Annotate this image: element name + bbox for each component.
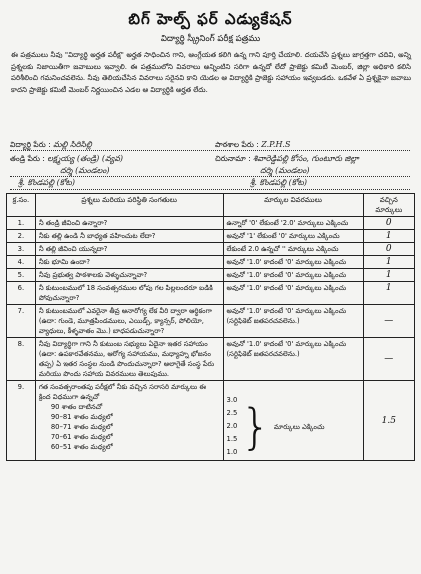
address-row [215, 154, 359, 165]
row-score: 0 [363, 243, 414, 256]
row-question-9 [35, 381, 223, 461]
table-row [7, 230, 415, 243]
row-question: నీకు తల్లి ఉండి నీ బాధ్యత వహించుట లేదా? [35, 230, 223, 243]
father-name-value: లక్ష్మయ్య (తండ్రి) (వ్యవ) [47, 154, 124, 163]
page-subtitle: విద్యార్థి స్క్రీనింగ్ పరీక్ష పత్రము [160, 34, 261, 44]
row-score: 1 [363, 282, 414, 305]
school-name-label: పాఠశాల పేరు : [215, 140, 259, 149]
row-serial: 5. [7, 269, 36, 282]
row-score: 0 [363, 217, 414, 230]
row-score: — [363, 305, 414, 338]
marks-scale [227, 394, 360, 459]
row-question: నీ కుటుంబములో ఎవరైనా తీవ్ర అనారోగ్య లేక వీరి ద్వారా ఆర్థికంగా (ఉదా: గుండె, మూత్రపిండములు, ఎయిడ్స్, క్యాన్సర్, పోలియో, వ్యాధులు, కీళ్ళవాతం మొ.) బాధపడుచున్నారా? [35, 305, 223, 338]
row-question: నీ తల్లి జీవించి యున్నదా? [35, 243, 223, 256]
table-row [7, 305, 415, 338]
row-question: నీ కుటుంబములో 18 సంవత్సరముల లోపు గల పిల్లలందరూ బడికి పోవుచున్నారా? [35, 282, 223, 305]
range-item: 90–81 శాతం మధ్యలో [50, 413, 113, 421]
table-row [7, 243, 415, 256]
row-score: 1 [363, 269, 414, 282]
scale-values [227, 394, 238, 459]
father-name-row [10, 154, 123, 165]
intro-paragraph: ఈ పత్రములు నీవు "విద్యార్థి అర్హత పరీక్ష" అర్హత సాధించిన గాని, ఆంగ్లేయత కలిగి ఉన్న గాని పూర్తి చేయాలి. దయచేసి ప్రశ్నలు జాగ్రత్తగా చదివి, అన్ని ప్రశ్నలకు నిజాయితీగా జవాబులు ఇవ్వాలి. ఈ పత్రములోని వివరాలు అన్నింటిని సరిగా ఉన్నదో లేదో ప్రాజెక్టు కమిటీ మెంబర్, జిల్లా అధికారి కలిసి పరిశీలించి గమనించవలెను. నీవు తెలియచేసిన వివరాలు సరైనవి కాని యెడల ఆ విద్యార్థికి ప్రాజెక్టు సహాయం ఇవ్వబడదు. ఒకవేళ ఏ ప్రశ్నకైనా జవాబు కాదని ప్రాజెక్టు కమిటీ మెంబర్ నిర్ణయించిన ఎడల ఆ విద్యార్థికి అర్హత లేదు. [11, 51, 411, 94]
form-rule [10, 189, 410, 190]
row-question: నీవు విద్యార్థిగా గాని నీ కుటుంబ సభ్యులు ఏదైనా ఇతర సహాయం (ఉదా: ఉపకారవేతనము, ఆరోగ్య సహాయము, మధ్యాహ్న భోజనం తప్ప) ఏ ఇతర సంస్థల నుండి పొందుచున్నారా? అలాగైతే సంస్థ పేరు మరియు పొందు సహాయ వివరములు తెలుపుము. [35, 338, 223, 381]
father-name-label: తండ్రి పేరు : [10, 154, 45, 163]
table-row [7, 269, 415, 282]
row-marks: లేకుంటే 2.0 ఉన్నచో '' మార్కులు ఎక్కించు [223, 243, 363, 256]
school-name-value: Z.P.H.S [261, 140, 291, 149]
table-row [7, 256, 415, 269]
page-title: బిగ్ హెల్ప్ ఫర్ ఎడ్యుకేషన్ [128, 10, 293, 28]
range-item: 70–61 శాతం మధ్యలో [50, 433, 113, 441]
form-rule [10, 150, 410, 151]
line2-right: దర్శి (మండలం) [260, 166, 310, 175]
row-serial: 3. [7, 243, 36, 256]
row-score: 1 [363, 230, 414, 243]
line3-right: శ్రీ. కొండపల్లి (కోట) [250, 178, 307, 187]
row-serial: 9. [7, 381, 36, 461]
header-question: ప్రశ్నలు మరియు పరిస్థితి సంగతులు [35, 194, 223, 217]
brace-glyph: } [240, 398, 271, 455]
table-row [7, 338, 415, 381]
row-serial: 2. [7, 230, 36, 243]
row-score: — [363, 338, 414, 381]
row-serial: 8. [7, 338, 36, 381]
row-question: నీవు ప్రభుత్వ పాఠశాలకు వెళ్ళుచున్నావా? [35, 269, 223, 282]
row-marks: మార్కులు ఎక్కించు [273, 422, 325, 431]
address-value: శివారెడ్డిపల్లి కోసం, గుంటూరు జిల్లా [253, 154, 359, 163]
row-score: 1 [363, 256, 414, 269]
row-score: 1.5 [363, 381, 414, 461]
scale-value: 3.0 [226, 396, 238, 404]
header-score: వచ్చిన మార్కులు [363, 194, 414, 217]
line3-left: శ్రీ. కొండపల్లి (కోట) [18, 178, 75, 187]
screening-table [6, 193, 415, 461]
scale-value: 1.0 [226, 448, 238, 456]
row-marks: అవునో '1.0' కాదంటే '0' మార్కులు ఎక్కించు (సర్టిఫికెట్ జతపరచవలెను.) [223, 305, 363, 338]
row-marks: అవునో '1.0' కాదంటే '0' మార్కులు ఎక్కించు [223, 269, 363, 282]
header-serial: క్ర.సం. [7, 194, 36, 217]
range-item: 80–71 శాతం మధ్యలో [50, 423, 113, 431]
student-name-label: విద్యార్థి పేరు : [10, 140, 51, 149]
row-question: గత సంవత్సరాంతపు పరీక్షలో నీకు వచ్చిన సరాసరి మార్కులు ఈ క్రింద విధముగా ఉన్నచో [38, 383, 207, 401]
row-marks: అవునో '1' లేకుంటే '0' మార్కులు ఎక్కించు [223, 230, 363, 243]
scale-value: 2.5 [226, 409, 238, 417]
row-serial: 4. [7, 256, 36, 269]
table-header-row [7, 194, 415, 217]
row-serial: 7. [7, 305, 36, 338]
address-label: చిరునామా : [215, 154, 251, 163]
scale-value: 1.5 [226, 435, 238, 443]
range-item: 60–51 శాతం మధ్యలో [50, 443, 113, 451]
row-marks: అవునో '1.0' కాదంటే '0' మార్కులు ఎక్కించు [223, 256, 363, 269]
row-marks-9 [223, 381, 363, 461]
row-marks: అవునో '1.0' కాదంటే '0' మార్కులు ఎక్కించు [223, 282, 363, 305]
row-marks: ఉన్నారో '0' లేకుంటే '2.0' మార్కులు ఎక్కించు [223, 217, 363, 230]
table-row [7, 217, 415, 230]
scale-value: 2.0 [226, 422, 238, 430]
table-row [7, 381, 415, 461]
row-question: నీకు భూమి ఉందా? [35, 256, 223, 269]
row-marks: అవునో '1.0' కాదంటే '0' మార్కులు ఎక్కించు (సర్టిఫికెట్ జతపరచవలెను.) [223, 338, 363, 381]
range-list [39, 402, 220, 452]
row-question: నీ తండ్రి జీవించి ఉన్నారా? [35, 217, 223, 230]
header-marks: మార్కుల వివరములు [223, 194, 363, 217]
student-name-value: మల్లి సిరిసిల్లి [53, 140, 92, 149]
row-serial: 1. [7, 217, 36, 230]
line2-left: దర్శి (మండలం) [60, 166, 110, 175]
form-rule [10, 176, 410, 177]
row-serial: 6. [7, 282, 36, 305]
range-item: 90 శాతం దాటినచో [50, 403, 103, 411]
table-row [7, 282, 415, 305]
